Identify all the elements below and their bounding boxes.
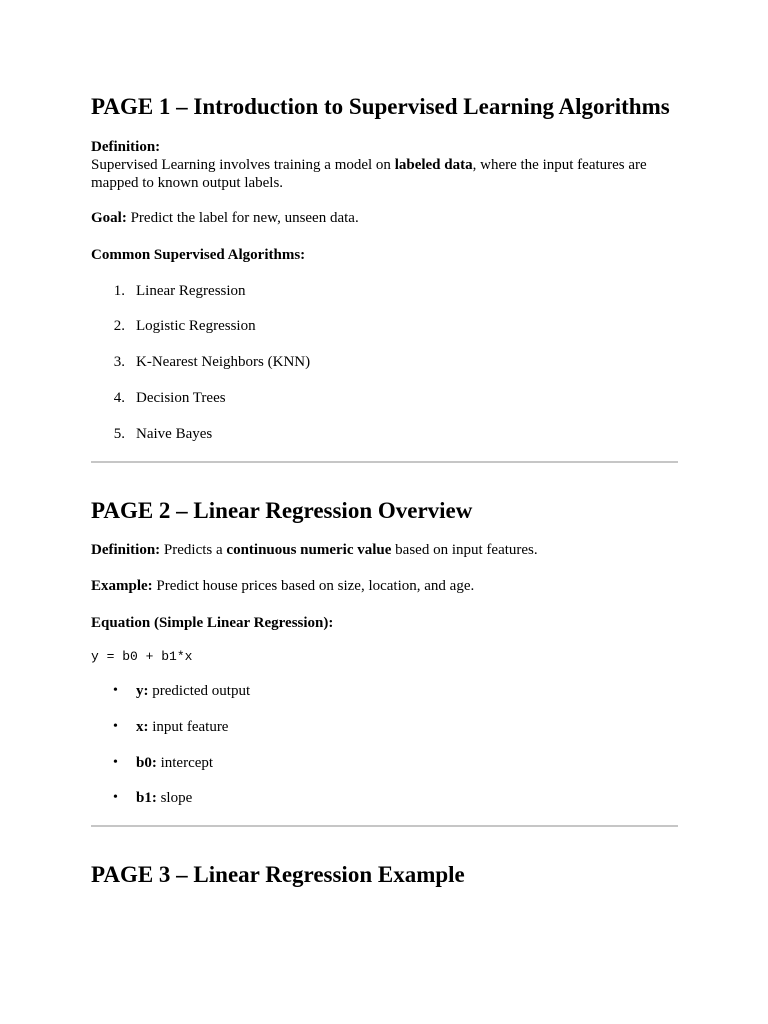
page2-example-text: Predict house prices based on size, location, and age. xyxy=(152,578,475,594)
page1-algorithms-heading xyxy=(91,246,678,264)
list-item xyxy=(91,389,678,407)
bullet-icon: • xyxy=(113,683,118,698)
term-text: predicted output xyxy=(148,683,251,699)
page2-equation-label: Equation (Simple Linear Regression): xyxy=(91,615,334,631)
list-item-number: 4. xyxy=(113,390,125,406)
list-item xyxy=(91,353,678,371)
list-item-text: Naive Bayes xyxy=(136,426,213,442)
bullet-icon: • xyxy=(113,790,118,805)
bullet-icon: • xyxy=(113,755,118,770)
page2-definition-bold: continuous numeric value xyxy=(226,542,392,558)
page2-definition-post: based on input features. xyxy=(391,542,538,558)
list-item-text: K-Nearest Neighbors (KNN) xyxy=(136,354,311,370)
list-item-number: 5. xyxy=(113,426,125,442)
page2-title: PAGE 2 – Linear Regression Overview xyxy=(91,498,473,523)
list-item-number: 1. xyxy=(113,283,125,299)
list-item-number: 2. xyxy=(113,318,125,334)
list-item xyxy=(91,282,678,300)
list-item xyxy=(91,754,678,772)
term-label: x: xyxy=(136,719,149,735)
page1-goal-label: Goal: xyxy=(91,210,127,226)
page2-example-label: Example: xyxy=(91,578,153,594)
page1-definition-label: Definition: xyxy=(91,139,161,155)
list-item-number: 3. xyxy=(113,354,125,370)
page2-definition xyxy=(91,541,678,559)
page2-equation: y = b0 + b1*x xyxy=(91,649,193,664)
page2-definition-pre: Predicts a xyxy=(160,542,227,558)
page3-title: PAGE 3 – Linear Regression Example xyxy=(91,862,465,887)
list-item-text: Logistic Regression xyxy=(136,318,256,334)
list-item xyxy=(91,718,678,736)
list-item xyxy=(91,425,678,443)
term-label: y: xyxy=(136,683,149,699)
page1-goal-text: Predict the label for new, unseen data. xyxy=(126,210,359,226)
term-text: input feature xyxy=(148,719,229,735)
term-label: b1: xyxy=(136,790,157,806)
page2-equation-heading xyxy=(91,614,678,632)
page1-definition xyxy=(91,138,678,192)
section-divider xyxy=(91,825,678,827)
page2-definition-label: Definition: xyxy=(91,542,161,558)
bullet-icon: • xyxy=(113,719,118,734)
term-text: intercept xyxy=(156,755,214,771)
list-item xyxy=(91,317,678,335)
list-item xyxy=(91,682,678,700)
page1-algorithms-label: Common Supervised Algorithms: xyxy=(91,247,306,263)
page1-definition-post: , where the input features are mapped to known output labels. xyxy=(91,157,647,191)
page1-goal xyxy=(91,209,678,227)
term-text: slope xyxy=(156,790,193,806)
section-divider xyxy=(91,461,678,463)
page1-definition-pre: Supervised Learning involves training a model on xyxy=(91,157,395,173)
page1-definition-bold: labeled data xyxy=(394,157,473,173)
list-item-text: Linear Regression xyxy=(136,283,246,299)
list-item-text: Decision Trees xyxy=(136,390,226,406)
term-label: b0: xyxy=(136,755,157,771)
page2-example xyxy=(91,577,678,595)
list-item xyxy=(91,789,678,807)
page1-title: PAGE 1 – Introduction to Supervised Learning Algorithms xyxy=(91,94,670,119)
